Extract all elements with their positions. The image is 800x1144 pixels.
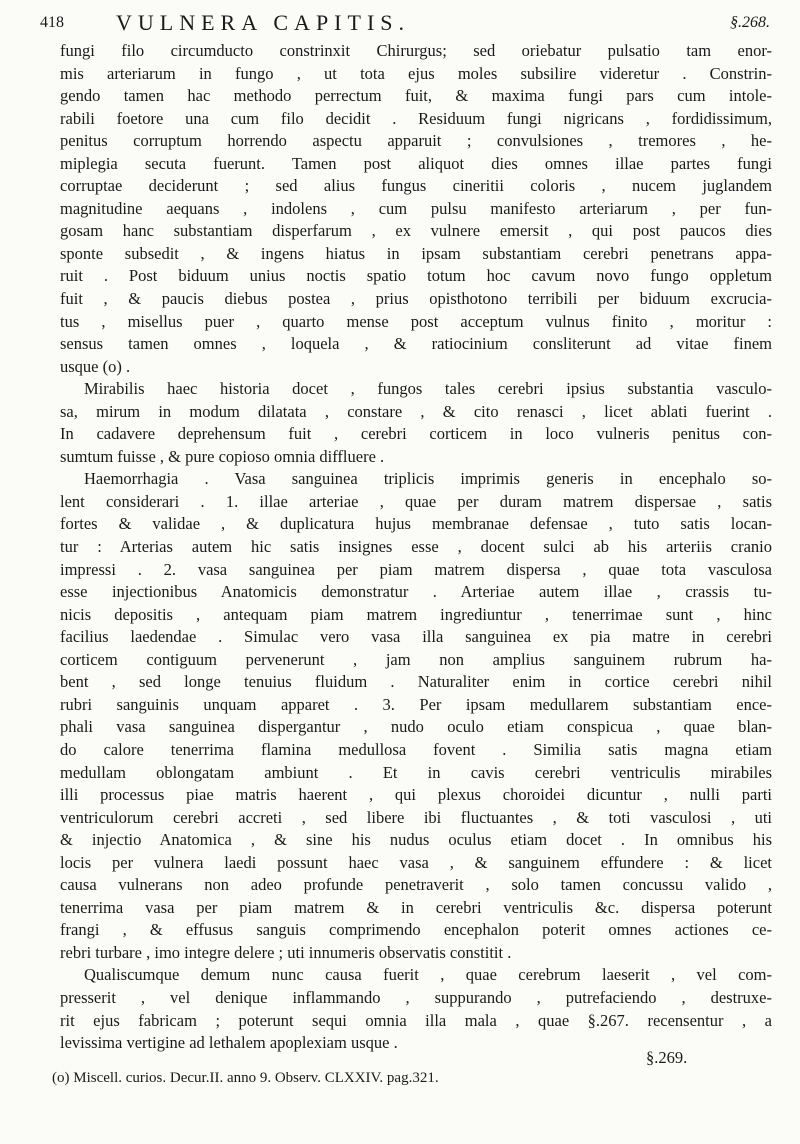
- text-line: esse injectionibus Anatomicis demonstratur . Arteriae autem illae , crassis tu-: [60, 582, 772, 602]
- text-line: frangi , & effusus sanguis comprimendo encephalon poterit omnes actiones ce-: [60, 920, 772, 940]
- text-line: Haemorrhagia . Vasa sanguinea triplicis imprimis generis in encephalo so-: [84, 469, 772, 489]
- text-line: Qualiscumque demum nunc causa fuerit , quae cerebrum laeserit , vel com-: [84, 965, 772, 985]
- text-line: sumtum fuisse , & pure copioso omnia diffluere .: [60, 446, 385, 466]
- text-line: medullam oblongatam ambiunt . Et in cavis cerebri ventriculis mirabiles: [60, 762, 772, 782]
- text-line: phali vasa sanguinea dispergantur , nudo oculo etiam conspicua , quae blan-: [60, 717, 772, 737]
- text-line: sensus tamen omnes , loquela , & ratiocinium consliterunt ad vitae finem: [60, 334, 772, 354]
- text-line: penitus corruptum horrendo aspectu apparuit ; convulsiones , tremores , he-: [60, 131, 772, 151]
- text-line: rit ejus fabricam ; poterunt sequi omnia illa mala , quae §.267. recensentur , a: [60, 1010, 772, 1030]
- text-line: facilius laedendae . Simulac vero vasa illa sanguinea ex pia matre in cerebri: [60, 627, 772, 647]
- text-line: impressi . 2. vasa sanguinea per piam matrem dispersa , quae tota vasculosa: [60, 559, 772, 579]
- text-line: gosam hanc substantiam disperfarum , ex vulnere emersit , qui post paucos dies: [60, 221, 772, 241]
- section-number: §.268.: [730, 14, 770, 31]
- text-line: fungi filo circumducto constrinxit Chirurgus; sed oriebatur pulsatio tam enor-: [60, 41, 772, 60]
- text-line: corruptae deciderunt ; sed alius fungus cineritii coloris , nucem juglandem: [60, 176, 772, 196]
- text-line: tur : Arterias autem hic satis insignes esse , docent sulci ab his arteriis cranio: [60, 537, 772, 557]
- text-line: magnitudine aequans , indolens , cum pulsu manifesto arteriarum , per fun-: [60, 198, 772, 218]
- text-line: In cadavere deprehensum fuit , cerebri corticem in loco vulneris penitus con-: [60, 424, 772, 444]
- running-header: [40, 10, 770, 38]
- text-line: illi processus piae matris haerent , qui plexus choroidei dicuntur , nulli parti: [60, 785, 772, 805]
- text-line: sponte subsedit , & ingens hiatus in ipsam substantiam cerebri penetrans appa-: [60, 243, 772, 263]
- text-line: rebri turbare , imo integre delere ; uti innumeris observatis constitit .: [60, 942, 512, 962]
- text-line: rubri sanguinis unquam apparet . 3. Per ipsam medullarem substantiam ence-: [60, 694, 772, 714]
- text-line: levissima vertigine ad lethalem apoplexiam usque .: [60, 1033, 398, 1053]
- text-line: Mirabilis haec historia docet , fungos tales cerebri ipsius substantia vasculo-: [84, 379, 772, 399]
- text-line: causa vulnerans non adeo profunde penetraverit , solo tamen concussu valido ,: [60, 875, 772, 895]
- running-title: VULNERA CAPITIS.: [116, 10, 411, 35]
- footnote: (o) Miscell. curios. Decur.II. anno 9. Observ. CLXXIV. pag.321.: [52, 1070, 439, 1086]
- text-line: corticem contiguum pervenerunt , jam non amplius sanguinem rubrum ha-: [60, 649, 772, 669]
- text-line: gendo tamen hac methodo perrectum fuit, & maxima fungi pars cum intole-: [60, 86, 772, 106]
- text-line: tus , misellus puer , quarto mense post acceptum vulnus finito , moritur :: [60, 311, 772, 331]
- next-section-marker: §.269.: [646, 1048, 688, 1067]
- text-line: sa, mirum in modum dilatata , constare , & cito renasci , licet ablati fuerint .: [60, 401, 772, 421]
- text-line: presserit , vel denique inflammando , suppurando , putrefaciendo , destruxe-: [60, 987, 772, 1007]
- text-line: ventriculorum cerebri accreti , sed libere ibi fluctuantes , & toti vasculosi , uti: [60, 807, 772, 827]
- text-line: tenerrima vasa per piam matrem & in cerebri ventriculis &c. dispersa poterunt: [60, 897, 772, 917]
- text-line: locis per vulnera laedi possunt haec vasa , & sanguinem effundere : & licet: [60, 852, 772, 872]
- text-line: miplegia secuta fuerunt. Tamen post aliquot dies omnes illae partes fungi: [60, 153, 772, 173]
- text-line: fuit , & paucis diebus postea , prius opisthotono terribili per biduum excrucia-: [60, 289, 772, 309]
- text-line: ruit . Post biduum unius noctis spatio totum hoc cavum novo fungo oppletum: [60, 266, 772, 286]
- main-text: [60, 40, 772, 1055]
- text-line: nicis depositis , antequam piam matrem ingrediuntur , tenerrimae sunt , hinc: [60, 604, 772, 624]
- text-line: do calore tenerrima flamina medullosa fovent . Similia satis magna etiam: [60, 739, 772, 759]
- text-line: fortes & validae , & duplicatura hujus membranae defensae , tuto satis locan-: [60, 514, 772, 534]
- text-line: lent considerari . 1. illae arteriae , quae per duram matrem dispersae , satis: [60, 491, 772, 511]
- text-line: usque (o) .: [60, 356, 131, 376]
- text-line: & injectio Anatomica , & sine his nudus oculus etiam docet . In omnibus his: [60, 830, 772, 850]
- text-line: mis arteriarum in fungo , ut tota ejus moles subsilire videretur . Constrin-: [60, 63, 772, 83]
- text-line: rabili foetore una cum filo decidit . Residuum fungi nigricans , fordidissimum,: [60, 108, 772, 128]
- text-line: bent , sed longe tenuius fluidum . Naturaliter enim in cortice cerebri nihil: [60, 672, 772, 692]
- page-number: 418: [40, 14, 64, 31]
